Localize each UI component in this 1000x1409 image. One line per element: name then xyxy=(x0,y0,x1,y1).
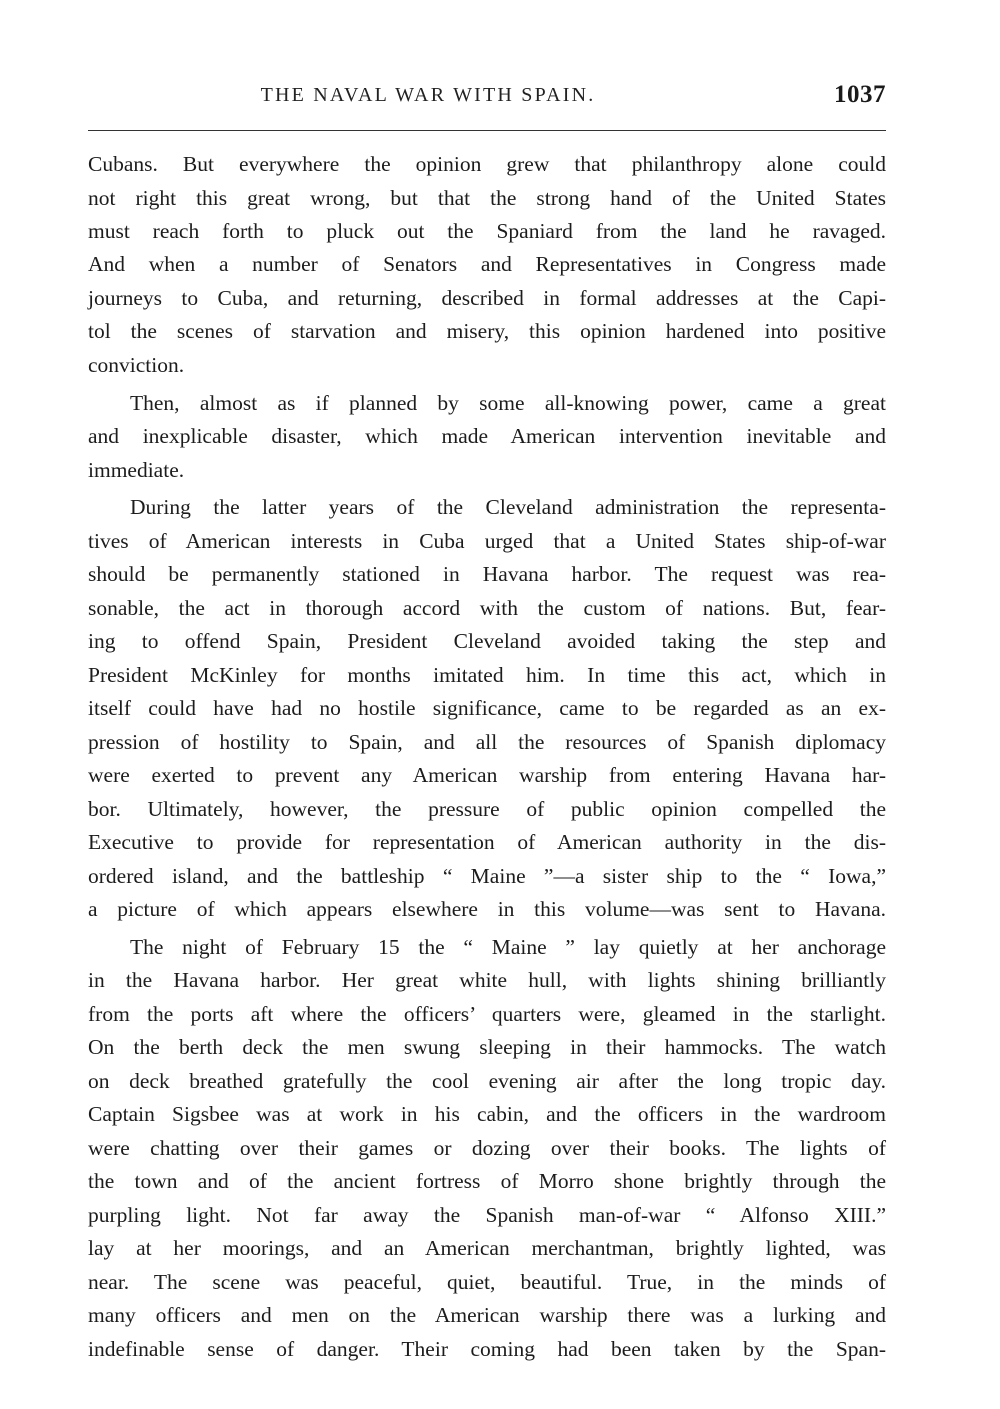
text-line: the town and of the ancient fortress of Morro shone brightly through the xyxy=(88,1169,886,1193)
text-line: a picture of which appears elsewhere in this volume—was sent to Havana. xyxy=(88,897,886,921)
text-line: tives of American interests in Cuba urged that a United States ship-of-war xyxy=(88,529,886,553)
text-line: During the latter years of the Cleveland administration the representa- xyxy=(130,495,886,519)
text-line: indefinable sense of danger. Their coming had been taken by the Span- xyxy=(88,1337,886,1361)
text-line: ordered island, and the battleship “ Maine ”—a sister ship to the “ Iowa,” xyxy=(88,864,886,888)
text-line: Cubans. But everywhere the opinion grew that philanthropy alone could xyxy=(88,152,886,176)
text-line: were chatting over their games or dozing over their books. The lights of xyxy=(88,1136,886,1160)
text-line: itself could have had no hostile significance, came to be regarded as an ex- xyxy=(88,696,886,720)
text-line: tol the scenes of starvation and misery, this opinion hardened into positive xyxy=(88,319,886,343)
text-line: not right this great wrong, but that the strong hand of the United States xyxy=(88,186,886,210)
text-line: many officers and men on the American warship there was a lurking and xyxy=(88,1303,886,1327)
text-line: bor. Ultimately, however, the pressure of public opinion compelled the xyxy=(88,797,886,821)
running-header xyxy=(88,81,886,116)
text-line: The night of February 15 the “ Maine ” lay quietly at her anchorage xyxy=(130,935,886,959)
page-number: 1037 xyxy=(834,81,886,108)
header-rule xyxy=(88,130,886,131)
text-line: ing to offend Spain, President Cleveland avoided taking the step and xyxy=(88,629,886,653)
text-line: pression of hostility to Spain, and all the resources of Spanish diplomacy xyxy=(88,730,886,754)
text-line: near. The scene was peaceful, quiet, beautiful. True, in the minds of xyxy=(88,1270,886,1294)
text-line: Then, almost as if planned by some all-knowing power, came a great xyxy=(130,391,886,415)
text-line: Executive to provide for representation of American authority in the dis- xyxy=(88,830,886,854)
text-line: President McKinley for months imitated him. In time this act, which in xyxy=(88,663,886,687)
text-line: in the Havana harbor. Her great white hull, with lights shining brilliantly xyxy=(88,968,886,992)
text-line: purpling light. Not far away the Spanish man-of-war “ Alfonso XIII.” xyxy=(88,1203,886,1227)
text-line: were exerted to prevent any American warship from entering Havana har- xyxy=(88,763,886,787)
text-line: On the berth deck the men swung sleeping in their hammocks. The watch xyxy=(88,1035,886,1059)
text-line: and inexplicable disaster, which made American intervention inevitable and xyxy=(88,424,886,448)
text-line: conviction. xyxy=(88,353,185,377)
text-line: sonable, the act in thorough accord with the custom of nations. But, fear- xyxy=(88,596,886,620)
text-line: should be permanently stationed in Havana harbor. The request was rea- xyxy=(88,562,886,586)
text-line: immediate. xyxy=(88,458,185,482)
text-line: must reach forth to pluck out the Spaniard from the land he ravaged. xyxy=(88,219,886,243)
text-line: lay at her moorings, and an American merchantman, brightly lighted, was xyxy=(88,1236,886,1260)
text-line: from the ports aft where the officers’ quarters were, gleamed in the starlight. xyxy=(88,1002,886,1026)
text-line: journeys to Cuba, and returning, described in formal addresses at the Capi- xyxy=(88,286,886,310)
text-line: And when a number of Senators and Representatives in Congress made xyxy=(88,252,886,276)
running-title: THE NAVAL WAR WITH SPAIN. xyxy=(260,84,596,106)
text-line: on deck breathed gratefully the cool evening air after the long tropic day. xyxy=(88,1069,886,1093)
text-line: Captain Sigsbee was at work in his cabin, and the officers in the wardroom xyxy=(88,1102,886,1126)
